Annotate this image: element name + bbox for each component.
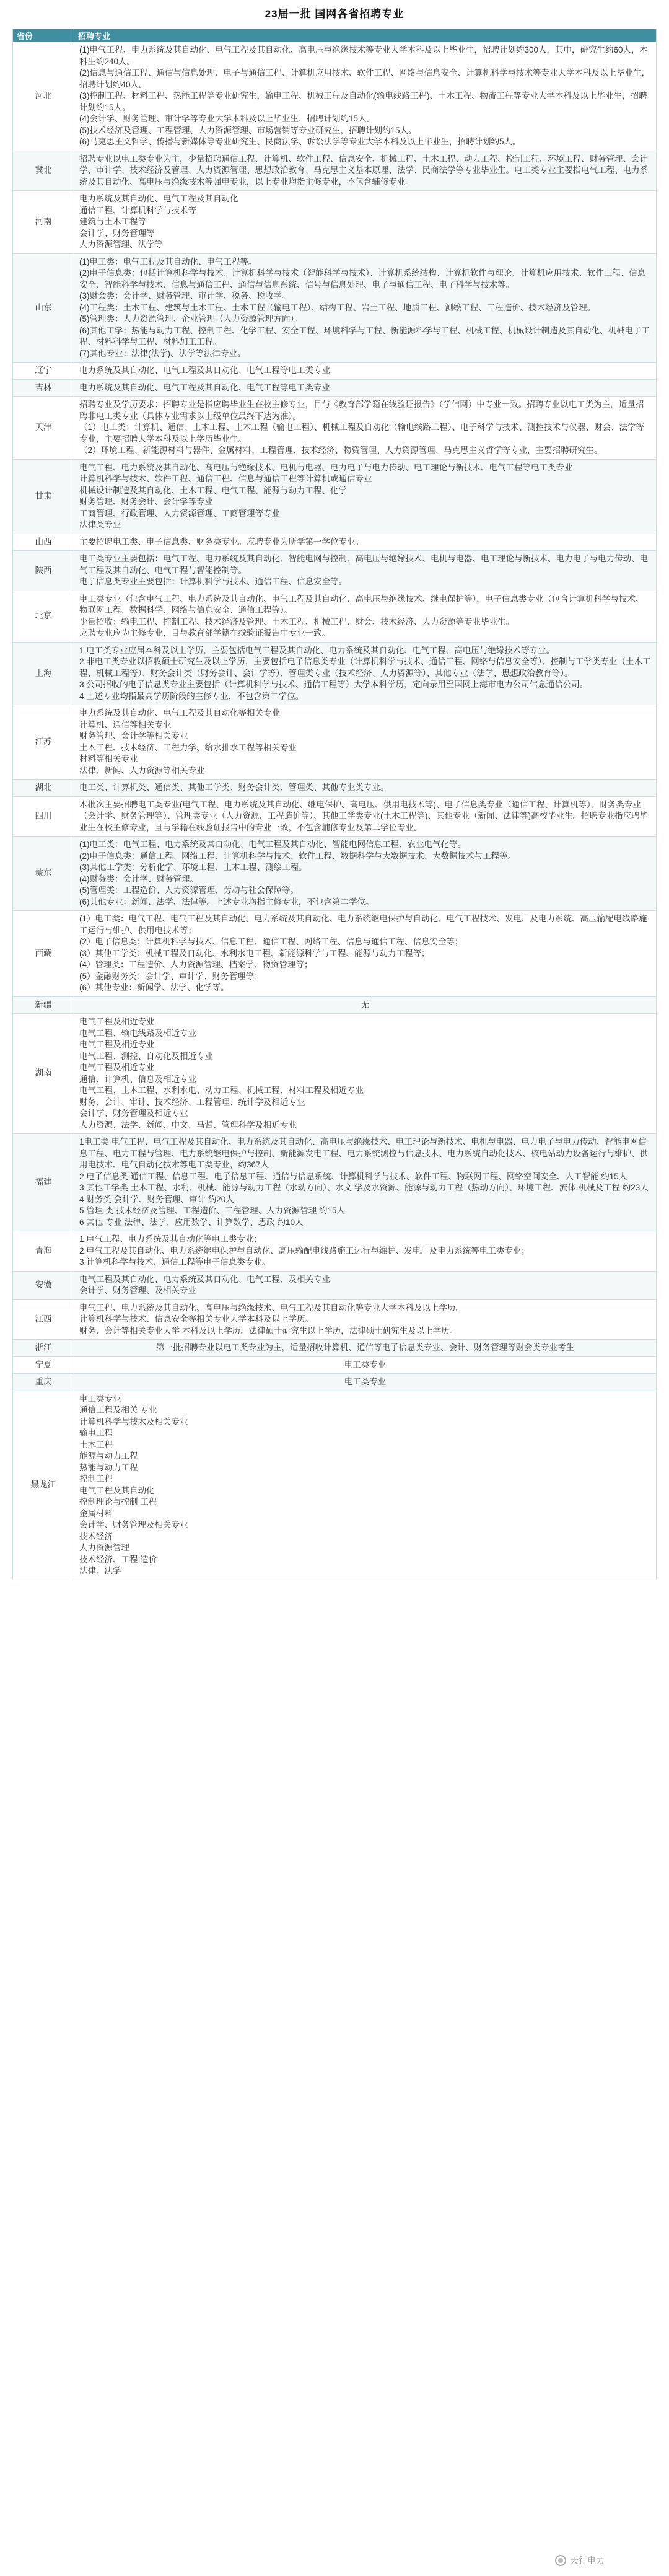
- major-line: 1.电气工程、电力系统及其自动化等电工类专业；: [79, 1234, 262, 1244]
- major-line: 3 其他工学类 土木工程、水利、机械、能源与动力工程（水动方向）、水文 学及水资源、能源与动力工程（热动方向）、环境工程、流体 机械及工程 约23人: [79, 1183, 649, 1192]
- major-line: 招聘专业及学历要求：招聘专业是指应聘毕业生在校主修专业，目与《教育部学籍在线验证报告》（学信网）中专业一致。招聘专业以电工类为主，适量招聘非电工类专业（具体专业需求以上级单位最终下达为准）。: [79, 400, 644, 421]
- major-line: 电气工程、土木工程、水利水电、动力工程、机械工程、材料工程及相近专业: [79, 1086, 364, 1095]
- major-line: 电工类、计算机类、通信类、其他工学类、财务会计类、管理类、其他专业类专业。: [79, 783, 389, 792]
- table-row: [13, 1014, 657, 1134]
- major-cell: [74, 459, 657, 534]
- table-row: [13, 191, 657, 254]
- major-line: (6)马克思主义哲学、传播与新媒体等专业研究生、民商法学、诉讼法学等专业大学本科及以上毕业生，招聘计划约5人。: [79, 137, 521, 146]
- major-line: 通信工程及相关 专业: [79, 1405, 157, 1415]
- major-cell: [74, 796, 657, 837]
- major-line: 土木工程、技术经济、工程力学、给水排水工程等相关专业: [79, 742, 297, 752]
- province-cell: 上海: [13, 642, 74, 705]
- major-cell: [74, 1356, 657, 1374]
- major-line: 人力资源、法学、新闻、中文、马哲、管理科学及相近专业: [79, 1120, 297, 1130]
- province-cell: 河北: [13, 42, 74, 151]
- table-row: [13, 1231, 657, 1272]
- major-cell: [74, 780, 657, 797]
- major-line: 会计学、财务管理及相近专业: [79, 1109, 188, 1118]
- province-cell: 江西: [13, 1299, 74, 1340]
- major-line: (3）其他工学类：机械工程及自动化、水利水电工程、新能源科学与工程、能源与动力工程等；: [79, 948, 430, 958]
- province-cell: 浙江: [13, 1340, 74, 1357]
- major-line: (6)其他专业：新闻、法学、法律等。上述专业均指主修专业，不包含第二学位。: [79, 897, 374, 907]
- major-line: 2.非电工类专业以招收硕士研究生及以上学历，主要包括电子信息类专业（计算机科学与技术、通信工程、网络与信息安全等）、控制与工学类专业（土木工程、机械工程等）、财务会计类（财务会计、会计学等）、管理类专业（技术经济、人力资源等）、其他专业（法学、思想政治教育等）。: [79, 657, 651, 678]
- major-line: 第一批招聘专业以电工类专业为主，适量招收计算机、通信等电子信息类专业、会计、财务管理等财会类专业考生: [156, 1343, 574, 1352]
- major-line: 2 电子信息类 通信工程、信息工程、电子信息工程、通信与信息系统、计算机科学与技术、软件工程、物联网工程、网络空间安全、人工智能 约15人: [79, 1171, 627, 1181]
- major-line: 本批次主要招聘电工类专业(电气工程、电力系统及其自动化、继电保护、高电压、供用电技术等)、电子信息类专业（通信工程、计算机等）、财务类专业（会计学、财务管理等）、管理类专业（人力资源、工程造价等）、其他工学类专业(土木工程等)、其他专业（新闻、法律等)高校毕业生。招聘专业指应聘毕业生在校主修专业，且与学籍在线验证报告中的专业一致，不包含辅修专业及第二学位专业。: [79, 799, 648, 832]
- major-cell: [74, 837, 657, 911]
- province-cell: 西藏: [13, 911, 74, 997]
- table-row: [13, 397, 657, 460]
- watermark: [555, 2553, 654, 2568]
- major-line: (2)信息与通信工程、通信与信息处理、电子与通信工程、计算机应用技术、软件工程、网络与信息安全、计算机科学与技术等专业大学本科及以上毕业生，招聘计划约40人。: [79, 68, 650, 89]
- watermark-text: 天行电力: [570, 2556, 605, 2565]
- major-cell: [74, 397, 657, 460]
- major-line: (5）金融财务类：会计学、审计学、财务管理等；: [79, 971, 263, 981]
- table-row: [13, 459, 657, 534]
- major-cell: [74, 1340, 657, 1357]
- major-line: 计算机、通信等相关专业: [79, 719, 172, 729]
- major-line: 财务管理、会计学等相关专业: [79, 731, 188, 741]
- major-line: (4）管理类：工程造价、人力资源管理、档案学、物资管理等；: [79, 960, 313, 969]
- table-row: [13, 534, 657, 551]
- major-line: 电工类专业（包含电气工程、电力系统及其自动化、电气工程及其自动化、高电压与绝缘技术、继电保护等），电子信息类专业（包含计算机科学与技术、物联网工程、数据科学、网络与信息安全、通信工程等）。: [79, 594, 644, 615]
- major-line: 电力系统及其自动化、电气工程及其自动化、电气工程等电工类专业: [79, 366, 330, 375]
- table-header-row: [13, 29, 657, 42]
- major-line: 少量招收：输电工程、控制工程、技术经济及管理、土木工程、机械工程、财会、技术经济、人力资源等专业毕业生。: [79, 617, 514, 626]
- major-line: 电工类专业: [344, 1360, 387, 1369]
- province-cell: 北京: [13, 591, 74, 642]
- major-line: 财务管理、财务会计、会计学等专业: [79, 497, 213, 506]
- major-line: 6 其他 专业 法律、法学、应用数学、计算数学、思政 约10人: [79, 1217, 304, 1227]
- major-line: (6)其他工学：热能与动力工程、控制工程、化学工程、安全工程、环境科学与工程、新能源科学与工程、机械工程、机械设计制造及其自动化、机械电子工程、材料科学与工程、材料加工工程。: [79, 325, 650, 346]
- major-line: （1）电工类：计算机、通信、土木工程、土木工程（输电工程）、机械工程及自动化（输电线路工程）、电子科学与技术、测控技术与仪器、财会、法学等专业，主要招聘大学本科及以上学历毕业生。: [79, 423, 645, 444]
- major-cell: [74, 551, 657, 591]
- table-row: [13, 796, 657, 837]
- province-cell: 四川: [13, 796, 74, 837]
- major-cell: [74, 1134, 657, 1231]
- major-line: 土木工程: [79, 1440, 113, 1449]
- major-line: (4)财务类：会计学、财务管理。: [79, 874, 198, 884]
- major-line: 计算机科学与技术、信息安全等相关专业大学本科及以上学历。: [79, 1314, 313, 1324]
- province-cell: 辽宁: [13, 363, 74, 380]
- province-cell: 湖南: [13, 1014, 74, 1134]
- table-row: [13, 780, 657, 797]
- major-line: 控制理论与控制 工程: [79, 1497, 157, 1506]
- major-line: 电气工程及相近专业: [79, 1063, 155, 1072]
- major-line: (5)管理类：工程造价、人力资源管理、劳动与社会保障等。: [79, 886, 299, 895]
- major-line: (4)会计学、财务管理、审计学等专业大学本科及以上毕业生，招聘计划约15人。: [79, 114, 375, 123]
- major-line: 4.上述专业均指最高学历阶段的主修专业，不包含第二学位。: [79, 691, 304, 701]
- major-line: 电力系统及其自动化、电气工程及其自动化等相关专业: [79, 708, 280, 718]
- province-cell: 福建: [13, 1134, 74, 1231]
- major-cell: [74, 1391, 657, 1580]
- major-line: 2.电气工程及其自动化、电力系统继电保护与自动化、高压输配电线路施工运行与维护、发电厂及电力系统等电工类专业；: [79, 1246, 530, 1255]
- table-row: [13, 379, 657, 397]
- major-line: (1)电工类：电气工程、电力系统及其自动化、电气工程及其自动化、智能电网信息工程、农业电气化等。: [79, 840, 466, 849]
- major-line: (5)技术经济及管理、工程管理、人力资源管理、市场营销等专业研究生，招聘计划约15人。: [79, 125, 417, 135]
- table-row: [13, 911, 657, 997]
- major-line: 电气工程、电力系统及其自动化、高电压与绝缘技术、电机与电器、电力电子与电力传动、电工理论与新技术、电气工程等电工类专业: [79, 462, 573, 472]
- major-cell: [74, 151, 657, 191]
- major-line: 电力系统及其自动化、电气工程及其自动化、电气工程等电工类专业: [79, 382, 330, 392]
- major-line: 电气工程、输电线路及相近专业: [79, 1028, 196, 1038]
- major-line: (4)工程类：土木工程、建筑与土木工程、土木工程（输电工程）、结构工程、岩土工程、地质工程、测绘工程、工程造价、技术经济及管理。: [79, 302, 596, 312]
- major-line: 4 财务类 会计学、财务管理、审计 约20人: [79, 1194, 234, 1204]
- table-row: [13, 1134, 657, 1231]
- major-line: 电工类专业: [79, 1394, 121, 1404]
- major-line: (6）其他专业：新闻学、法学、化学等。: [79, 983, 229, 992]
- table-row: [13, 1271, 657, 1299]
- major-line: (3)控制工程、材料工程、热能工程等专业研究生，输电工程、机械工程及自动化(输电线路工程)、土木工程、物流工程等专业大学本科及以上毕业生，招聘计划约15人。: [79, 91, 647, 112]
- major-line: 法律、新闻、人力资源等相关专业: [79, 765, 205, 775]
- table-row: [13, 151, 657, 191]
- table-row: [13, 642, 657, 705]
- major-line: 电气工程及其自动化、电力系统及其自动化、电气工程、及相关专业: [79, 1274, 330, 1284]
- province-cell: 宁夏: [13, 1356, 74, 1374]
- province-cell: 山西: [13, 534, 74, 551]
- major-cell: [74, 253, 657, 363]
- major-line: 财务、会计、审计、技术经济、工程管理、统计学及相近专业: [79, 1097, 305, 1107]
- major-line: 财务、会计等相关专业大学 本科及以上学历。法律硕士研究生以上学历，法律硕士研究生及以上学历。: [79, 1325, 458, 1335]
- table-row: [13, 363, 657, 380]
- province-cell: 重庆: [13, 1374, 74, 1391]
- province-cell: 青海: [13, 1231, 74, 1272]
- major-cell: [74, 1271, 657, 1299]
- major-line: 输电工程: [79, 1428, 113, 1438]
- major-line: 电气工程及其自动化: [79, 1485, 155, 1495]
- province-cell: 陕西: [13, 551, 74, 591]
- province-cell: 新疆: [13, 996, 74, 1014]
- table-row: [13, 1299, 657, 1340]
- major-cell: [74, 191, 657, 254]
- major-line: 通信、计算机、信息及相近专业: [79, 1074, 196, 1084]
- major-cell: [74, 534, 657, 551]
- major-line: 应聘专业应为主修专业，目与教育部学籍在线验证报告中专业一致。: [79, 628, 330, 638]
- major-cell: [74, 642, 657, 705]
- major-line: (2)电子信息类：包括计算机科学与技术、计算机科学与技术（智能科学与技术）、计算机系统结构、计算机软件与理论、计算机应用技术、软件工程、信息安全、智能科学与技术、信息与通信工程、通信与信息系统、信号与信息处理、电子与通信工程、电子科学与技术等。: [79, 268, 646, 289]
- major-line: 材料等相关专业: [79, 754, 138, 763]
- province-cell: 蒙东: [13, 837, 74, 911]
- major-line: 热能与动力工程: [79, 1462, 138, 1472]
- major-line: 电子信息类专业主要包括：计算机科学与技术、通信工程、信息安全等。: [79, 577, 347, 586]
- table-row: [13, 1391, 657, 1580]
- major-line: 能源与动力工程: [79, 1451, 138, 1461]
- province-cell: 黑龙江: [13, 1391, 74, 1580]
- major-line: 工商管理、行政管理、人力资源管理、工商管理等专业: [79, 508, 280, 518]
- major-line: 电气工程、电力系统及其自动化、高电压与绝缘技术、电气工程及其自动化等专业大学本科及以上学历。: [79, 1303, 464, 1312]
- major-cell: [74, 379, 657, 397]
- major-line: 1电工类 电气工程、电气工程及其自动化、电力系统及其自动化、高电压与绝缘技术、电工理论与新技术、电机与电器、电力电子与电力传动、智能电网信息工程、电力工程与管理、电力系统继电保护与控制、新能源发电工程、电力系统测控与信息技术、电力系统自动化技术、核电站动力设备运行与维护、供用电技术、电气自动化技术等电工类专业，约367人: [79, 1137, 648, 1169]
- province-cell: 湖北: [13, 780, 74, 797]
- major-line: 主要招聘电工类、电子信息类、财务类专业。应聘专业为所学第一学位专业。: [79, 537, 364, 547]
- major-line: (5)管理类：人力资源管理、企业管理（人力资源管理方向）。: [79, 314, 303, 323]
- major-line: 会计学、财务管理及相关专业: [79, 1520, 188, 1529]
- table-row: [13, 837, 657, 911]
- major-line: （2）环境工程、新能源材料与器件、金属材料、工程管理、技术经济、物资管理、人力资源管理、马克思主义哲学等专业，主要招聘研究生。: [79, 446, 603, 455]
- major-line: 人力资源管理、法学等: [79, 240, 163, 249]
- province-cell: 江苏: [13, 705, 74, 780]
- major-line: (3)财会类：会计学、财务管理、审计学、税务、税收学。: [79, 291, 291, 301]
- major-line: 3.公司招收的电子信息类专业主要包括（计算机科学与技术、通信工程等）大学本科学历，定向录用至国网上海市电力公司信息通信公司。: [79, 680, 588, 689]
- table-row: [13, 253, 657, 363]
- header-province: 省份: [13, 29, 74, 42]
- major-line: 无: [361, 1000, 370, 1009]
- major-cell: [74, 1231, 657, 1272]
- page-title: 23届一批 国网各省招聘专业: [265, 8, 404, 20]
- major-line: (1）电工类：电气工程、电气工程及其自动化、电力系统及其自动化、电力系统继电保护与自动化、电气工程技术、发电厂及电力系统、高压输配电线路施工运行与维护、供用电技术等；: [79, 914, 647, 935]
- recruitment-table: [12, 29, 657, 1580]
- major-line: 招聘专业以电工类专业为主，少量招聘通信工程、计算机、软件工程、信息安全、机械工程、土木工程、动力工程、控制工程、环境工程、财务管理、会计学、审计学、技术经济及管理、人力资源管理、思想政治教育、马克思主义基本原理、法学、民商法学等专业毕业生。电工类专业主要指电气工程、电力系统及其自动化、高电压与绝缘技术等强电专业，以上专业均指主修专业，不包含辅修专业。: [79, 154, 648, 187]
- table-row: [13, 551, 657, 591]
- major-line: 技术经济: [79, 1531, 113, 1541]
- header-major: 招聘专业: [74, 29, 657, 42]
- major-cell: [74, 996, 657, 1014]
- wechat-icon: [555, 2555, 566, 2566]
- table-row: [13, 1340, 657, 1357]
- major-line: 通信工程、计算机科学与技术等: [79, 205, 196, 215]
- major-cell: [74, 1374, 657, 1391]
- major-line: 法律类专业: [79, 520, 121, 529]
- major-line: 法律、法学: [79, 1566, 121, 1575]
- major-line: (1)电气工程、电力系统及其自动化、电气工程及其自动化、高电压与绝缘技术等专业大学本科及以上毕业生，招聘计划约300人，其中，研究生约60人，本科生约240人。: [79, 45, 649, 66]
- major-line: (2)电子信息类：通信工程、网络工程、计算机科学与技术、软件工程、数据科学与大数据技术、大数据技术与工程等。: [79, 851, 516, 861]
- major-line: (3)其他工学类：分析化学、环境工程、土木工程、测绘工程。: [79, 863, 307, 872]
- major-line: 建筑与土木工程等: [79, 217, 146, 226]
- major-line: 机械设计制造及其自动化、土木工程、电气工程、能源与动力工程、化学: [79, 485, 347, 495]
- major-cell: [74, 1299, 657, 1340]
- major-line: 1.电工类专业应届本科及以上学历，主要包括电气工程及其自动化、电力系统及其自动化、电气工程、高电压与绝缘技术等专业。: [79, 645, 555, 655]
- major-line: 电气工程及相近专业: [79, 1040, 155, 1049]
- major-line: 会计学、财务管理等: [79, 228, 155, 238]
- major-line: 电气工程及相近专业: [79, 1017, 155, 1026]
- table-body: [13, 42, 657, 1580]
- table-row: [13, 996, 657, 1014]
- province-cell: 冀北: [13, 151, 74, 191]
- major-cell: [74, 911, 657, 997]
- major-line: 控制工程: [79, 1474, 113, 1484]
- major-line: 人力资源管理: [79, 1543, 129, 1552]
- major-line: 电气工程、测控、自动化及相近专业: [79, 1051, 213, 1061]
- province-cell: 天津: [13, 397, 74, 460]
- major-cell: [74, 591, 657, 642]
- major-line: (7)其他专业：法律(法学)、法学等法律专业。: [79, 348, 246, 358]
- major-line: (2）电子信息类：计算机科学与技术、信息工程、通信工程、网络工程、信息与通信工程、信息安全等；: [79, 937, 463, 946]
- table-row: [13, 42, 657, 151]
- major-line: 会计学、财务管理、及相关专业: [79, 1286, 196, 1295]
- major-cell: [74, 363, 657, 380]
- table-row: [13, 705, 657, 780]
- major-cell: [74, 1014, 657, 1134]
- major-line: 电工类专业: [344, 1377, 387, 1386]
- province-cell: 山东: [13, 253, 74, 363]
- major-line: 计算机科学与技术及相关专业: [79, 1417, 188, 1426]
- major-line: 技术经济、工程 造价: [79, 1554, 157, 1564]
- table-row: [13, 1374, 657, 1391]
- province-cell: 安徽: [13, 1271, 74, 1299]
- table-row: [13, 591, 657, 642]
- province-cell: 甘肃: [13, 459, 74, 534]
- major-line: 5 管理 类 技术经济及管理、工程造价、工程管理、人力资源管理 约15人: [79, 1206, 346, 1215]
- province-cell: 河南: [13, 191, 74, 254]
- major-line: 电工类专业主要包括：电气工程、电力系统及其自动化、智能电网与控制、高电压与绝缘技术、电机与电器、电工理论与新技术、电力电子与电力传动、电气工程及其自动化、电气工程与智能控制等。: [79, 554, 648, 575]
- major-line: (1)电工类：电气工程及其自动化、电气工程等。: [79, 257, 257, 266]
- major-cell: [74, 705, 657, 780]
- major-line: 3.计算机科学与技术、通信工程等电子信息类专业。: [79, 1257, 271, 1267]
- table-row: [13, 1356, 657, 1374]
- major-cell: [74, 42, 657, 151]
- major-line: 计算机科学与技术、软件工程、通信工程、信息与通信工程等计算机或通信专业: [79, 474, 372, 483]
- province-cell: 吉林: [13, 379, 74, 397]
- major-line: 电力系统及其自动化、电气工程及其自动化: [79, 194, 238, 203]
- major-line: 金属材料: [79, 1508, 113, 1518]
